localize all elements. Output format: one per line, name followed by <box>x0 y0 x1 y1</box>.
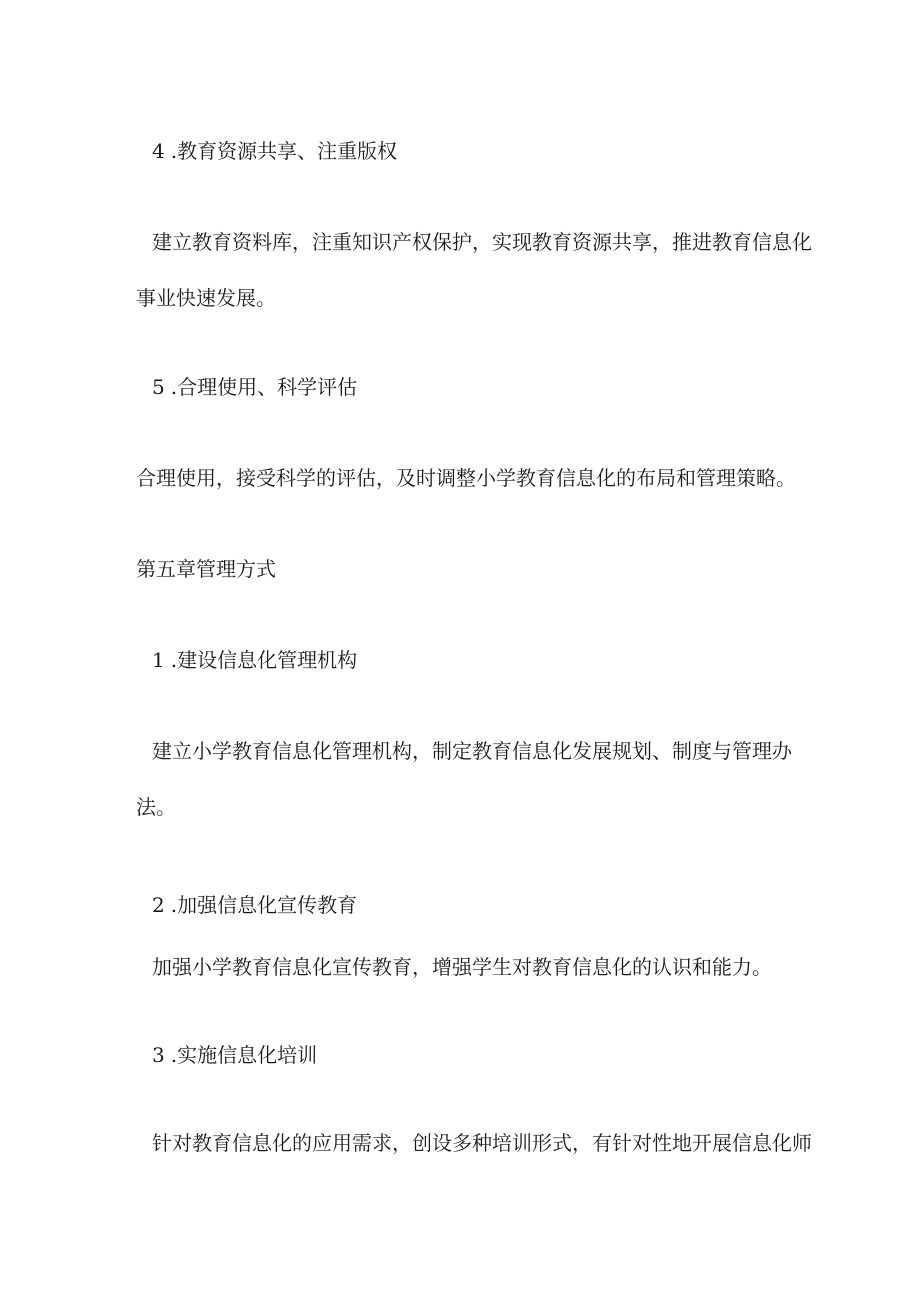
heading-text: .加强信息化宣传教育 <box>170 893 358 917</box>
section-heading-5 <box>152 375 357 399</box>
paragraph-line: 事业快速发展。 <box>136 286 276 310</box>
heading-text: .合理使用、科学评估 <box>170 375 358 399</box>
heading-text: .建设信息化管理机构 <box>170 648 358 672</box>
paragraph-line: 建立教育资料库，注重知识产权保护，实现教育资源共享，推进教育信息化 <box>152 230 812 254</box>
paragraph-line: 合理使用，接受科学的评估，及时调整小学教育信息化的布局和管理策略。 <box>136 466 796 490</box>
heading-text: .实施信息化培训 <box>170 1043 318 1067</box>
paragraph-line: 法。 <box>136 795 176 819</box>
chapter-title: 第五章管理方式 <box>136 557 276 581</box>
section-heading-2 <box>152 893 357 917</box>
paragraph-line: 加强小学教育信息化宣传教育，增强学生对教育信息化的认识和能力。 <box>152 955 772 979</box>
heading-text: .教育资源共享、注重版权 <box>170 139 398 163</box>
paragraph-line: 建立小学教育信息化管理机构，制定教育信息化发展规划、制度与管理办 <box>152 739 792 763</box>
heading-number: 3 <box>152 1043 165 1067</box>
heading-number: 4 <box>152 139 165 163</box>
heading-number: 1 <box>152 648 165 672</box>
heading-number: 2 <box>152 893 165 917</box>
section-heading-3 <box>152 1043 317 1067</box>
section-heading-1 <box>152 648 357 672</box>
section-heading-4 <box>152 139 397 163</box>
paragraph-line: 针对教育信息化的应用需求，创设多种培训形式，有针对性地开展信息化师 <box>152 1131 812 1155</box>
heading-number: 5 <box>152 375 165 399</box>
